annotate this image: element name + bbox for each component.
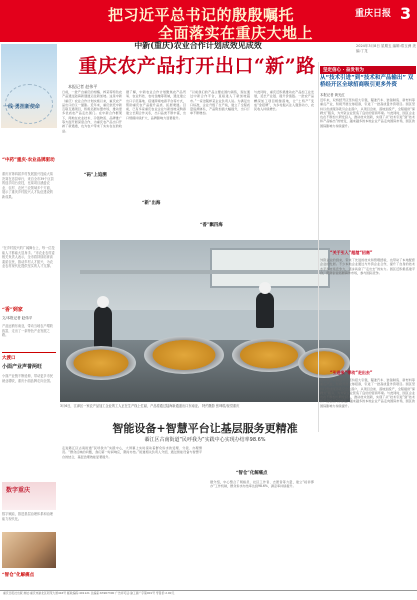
issue-meta: 2024年3月8日 星期五 编辑:郑玉洲 美编:丁龙: [356, 44, 416, 53]
right-section-tag: “关于引入”超越“招商”: [330, 250, 373, 255]
sidebar-paragraph: 数字赋能，推进基层治理体系和治理能力现代化。: [2, 512, 53, 521]
story2-column: 走进綦江区古南街道“民呼我为”实践中心，大屏幕上实时滚动着群众诉求的受理、分派、办理情况。“群众反映的问题，我们第一时间响应，限时办结。”街道相关负责人介绍，通过智能设备与智慧平台的结合，基层治理效能显著提升。: [62, 446, 202, 459]
sidebar-divider: [2, 352, 56, 353]
sidebar-paragraph: 重庆市第四届乡村发展振兴技能大赛决赛在忠县举行，来自全市39个区县的选手同台竞技，比赛项目涵盖农业、农村、农民三农领域多个方面，展示了重庆乡村振兴人才队伍建设的新成果。: [2, 172, 54, 199]
main-byline: 本报记者 赵伟平: [68, 84, 98, 89]
article-subhead: “香”飘四海: [200, 223, 223, 228]
photo-vat: [144, 336, 224, 374]
sidebar-section-head: “中药”重庆·农业品牌驱动: [2, 158, 55, 163]
article-subhead: “新”出海: [142, 201, 161, 206]
photo-window: [210, 248, 330, 288]
sidebar-quote: “智仓”化解痛点: [2, 573, 35, 578]
column-divider: [318, 62, 319, 432]
photo-caption: 3月6日，江津区一家农产品加工企业的工人正在生产线上忙碌，产品将通过陆海新通道出口东南亚。 特约摄影 张坤琨/视觉重庆: [60, 404, 240, 408]
main-headline: 重庆农产品打开出口“新”路: [78, 55, 316, 77]
right-headline: 从“技术引进”到“技术和产品输出” 双桥经开区全球招商吸引更多外资: [320, 75, 414, 88]
right-column-text: 近年来，双桥经开区坚持招大引强，瞄准汽车、装备制造、新材料等重点产业，积极开展全球招商，引进了一批高质量外资项目。园区坚持以优质服务吸引企业落户，从项目洽谈、落地到投产，全程提供“保姆式”服务，为外资企业营造了良好的营商环境。与此同时，园区企业也在不断加大研发投入，推动技术创新，实现了从“技术引进”到“技术和产品输出”的转变，越来越多的本地企业产品走向国际市场，园区的国际影响力持续提升。: [320, 98, 415, 128]
article-subhead: “码”上追溯: [84, 173, 107, 178]
right-section-tag: “引进来”带动“走出去”: [330, 370, 373, 375]
photo-worker: [256, 292, 274, 328]
sidebar-paragraph: 小面产业链不断延伸，带动更多市民就业增收，重庆小面品牌走向全国。: [2, 374, 53, 383]
article-column: 据了解，中新农业合作计划聚焦农产品贸易、农业科技、农村金融等领域，通过建立出口示范基地、搭建跨境电商平台等方式，帮助重庆农产品提升品质、拓展渠道。目前，已有多家重庆农业企业与新加坡采购商建立长期合作关系，出口品类不断丰富，出口规模持续扩大，品牌影响力显著提升。: [126, 90, 186, 120]
digital-chongqing-logo: [2, 482, 56, 510]
photo-vat: [232, 338, 306, 372]
story2-subhead: 綦江区古南街道“民呼我为”实践中心实现办结率98.6%: [144, 437, 266, 443]
page-footer: 重庆日报社出版 地址:重庆市渝北区同茂大道416号 邮政编码:401121 总编室:63907300 广告许可证:渝工商广字第001号 零售价:2.00元: [0, 590, 417, 600]
article-column: 与此同时，重庆还积极推动农产品加工业发展，延长产业链、提升价值链。一批农产品精深加工项目相继落地，让“土特产”变成“金招牌”，为乡村振兴注入强劲动力，农民收入持续增长。: [254, 90, 314, 112]
sidebar-banner-tag: 一线·勇担新使命: [3, 104, 40, 110]
main-kicker: 中新(重庆)农业合作计划成效见成效: [134, 40, 262, 50]
story2-headline: 智能设备+智慧平台让基层服务更精准: [112, 422, 298, 435]
masthead-slogan-line2: 全面落实在重庆大地上: [158, 24, 314, 42]
story2-column: 据介绍，中心整合了网格员、社区工作者、志愿者等力量，建立“接诉即办”工作机制，群众诉求办结率达到98.6%，满意率持续提升。: [210, 480, 314, 489]
masthead-slogan-line1: 把习近平总书记的殷殷嘱托: [108, 6, 295, 24]
sidebar-district: 大渡口: [2, 356, 16, 361]
right-column-text: 外资企业的到来，带来了先进的技术和管理经验，也带动了本地配套企业的发展。不少本地企业通过与外资企业合作，提升了自身的技术水平和市场竞争力，逐步具备了“走出去”的实力。园区还积极搭建平台，帮助企业拓展海外市场，参与国际竞争。: [320, 258, 415, 275]
masthead-banner: [0, 0, 417, 42]
newspaper-logo: 重庆日报: [355, 9, 392, 19]
article-column: 日前，一批产自重庆的柑橘、榨菜等特色农产品通过陆海新通道运往新加坡。这是中新（重庆）农业合作计划实施以来，重庆农产品出口的又一缩影。近年来，重庆依托中新互联互通项目，积极拓展东盟市场，推动更多优质农产品走出国门。在中新合作框架下，两地在农业技术、冷链物流、品牌推广等方面开展深度合作，为重庆农产品出口开辟了新通道，也为农户带来了实实在在的收益。: [62, 90, 122, 133]
story2-subhead-box: “智仓”化解痛点: [236, 471, 268, 476]
photo-pipe: [80, 270, 350, 274]
right-byline: 本报记者 黄光红: [320, 93, 345, 97]
photo-vat: [66, 346, 136, 380]
right-column-text: 近年来，双桥经开区坚持招大引强，瞄准汽车、装备制造、新材料等重点产业，积极开展全球招商，引进了一批高质量外资项目。园区坚持以优质服务吸引企业落户，从项目洽谈、落地到投产，全程提供“保姆式”服务，为外资企业营造了良好的营商环境。与此同时，园区企业也在不断加大研发投入，推动技术创新，实现了从“技术引进”到“技术和产品输出”的转变，越来越多的本地企业产品走向国际市场，园区的国际影响力持续提升。: [320, 378, 415, 408]
factory-photo: [60, 240, 350, 402]
right-kicker: 坚定信心 · 奋发有为: [320, 66, 416, 74]
sidebar-byline: 文/本报记者 赵伟平: [2, 316, 33, 320]
sidebar-quote: “香”到家: [2, 307, 23, 313]
article-column: “以前我们的产品主要在国内销售，现在通过中新合作平台，直接进入了新加坡超市。”一家涪陵榨菜企业负责人说。为满足出口标准，企业升级了生产线，建立了全程质量追溯体系，产品附加值大幅提升，出口订单不断增加。: [190, 90, 250, 116]
page-number: 3: [400, 4, 412, 23]
sidebar-paragraph: 产品远销东南亚，带动当地农户增收致富，走出了一条特色产业发展之路。: [2, 324, 53, 338]
sidebar-banner-image: [1, 44, 57, 128]
sidebar-paragraph: “在乡村振兴的广阔舞台上，每一位技能人才都能大显身手。”市农业农村委相关负责人表示，全市将持续培育高素质农民，推动乡村人才振兴，为农业农村现代化提供坚实的人才支撑。: [2, 246, 55, 269]
left-sidebar: [0, 42, 58, 600]
digital-chongqing-label: 数字重庆: [6, 487, 31, 494]
sidebar-story-title: 小面产业声誉两旺: [2, 364, 43, 370]
sidebar-photo: [2, 532, 56, 568]
